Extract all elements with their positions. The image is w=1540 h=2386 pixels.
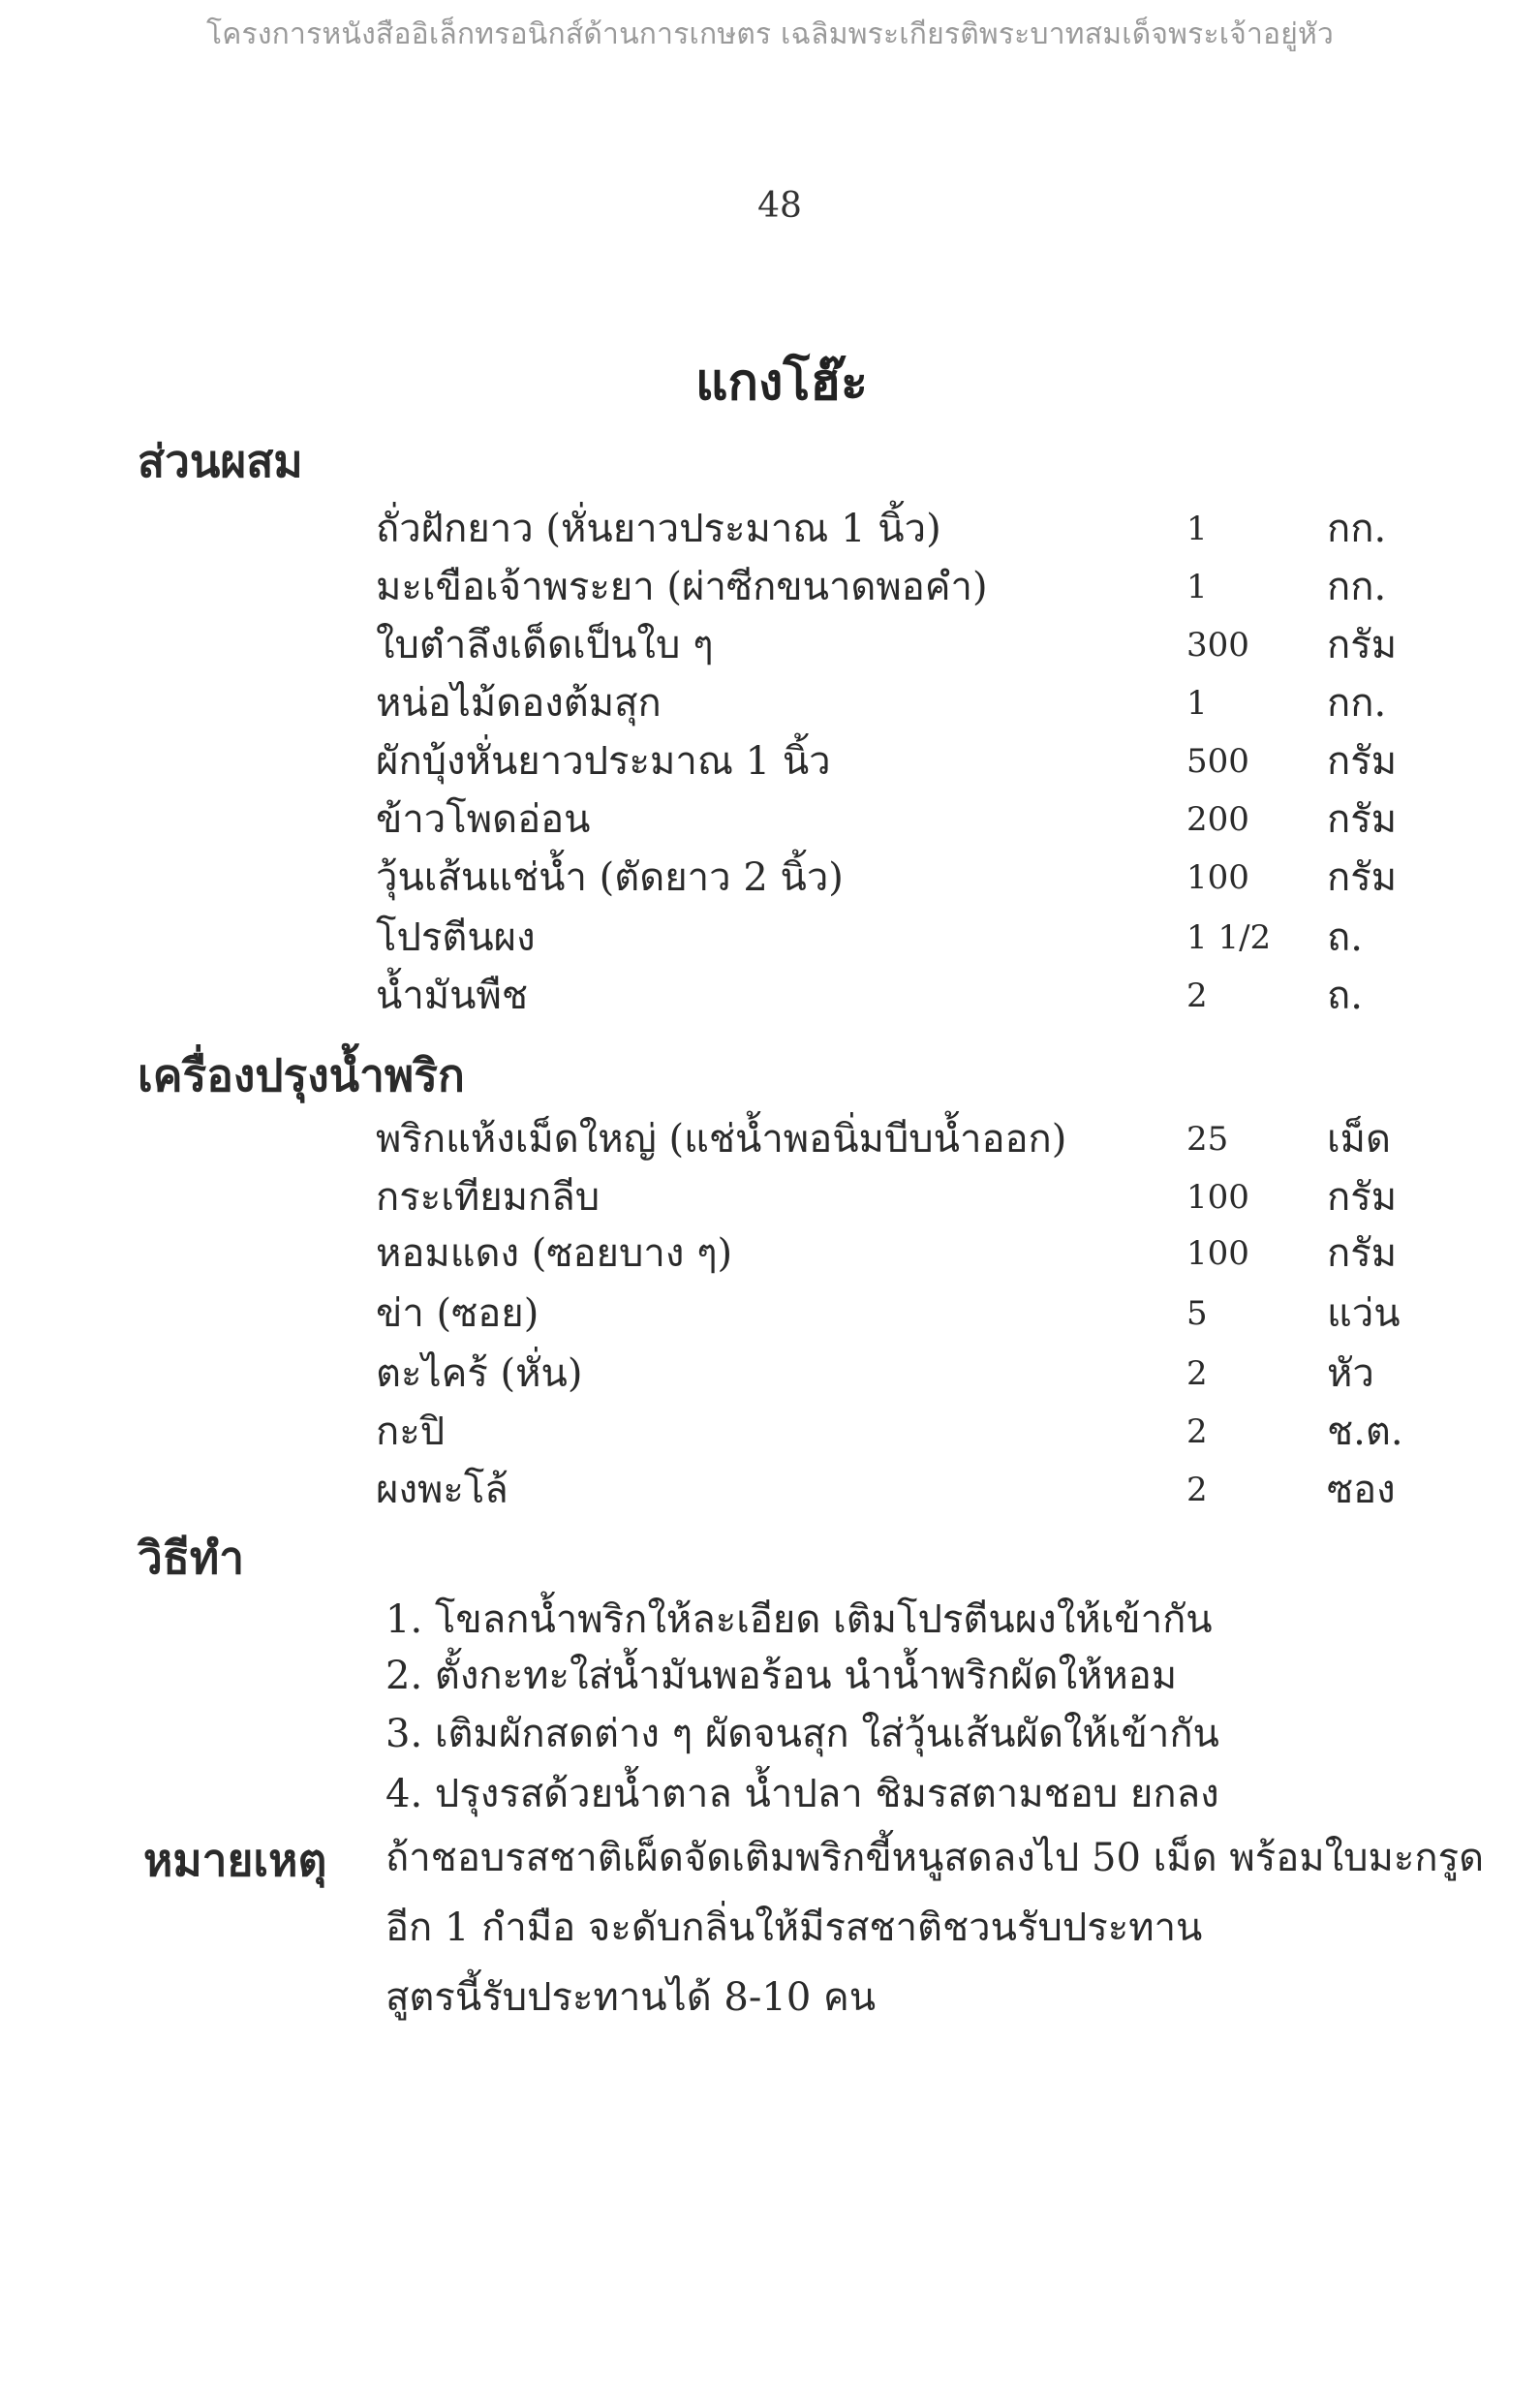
paste-qty: 25 [1186, 1120, 1229, 1159]
ingredient-name: ผักบุ้งหั่นยาวประมาณ 1 นิ้ว [376, 739, 831, 784]
ingredient-row [0, 560, 1540, 614]
ingredient-row [0, 911, 1540, 965]
paste-row [0, 1226, 1540, 1281]
ingredient-row [0, 676, 1540, 730]
ingredient-name: โปรตีนผง [376, 915, 536, 960]
ingredient-row [0, 851, 1540, 905]
ingredient-row [0, 734, 1540, 789]
ingredient-qty: 1 [1186, 568, 1208, 606]
method-step: 3. เติมผักสดต่าง ๆ ผัดจนสุก ใส่วุ้นเส้นผัดให้เข้ากัน [385, 1712, 1219, 1756]
paste-row [0, 1347, 1540, 1401]
paste-unit: ซอง [1327, 1468, 1396, 1512]
header-banner: โครงการหนังสืออิเล็กทรอนิกส์ด้านการเกษตร เฉลิมพระเกียรติพระบาทสมเด็จพระเจ้าอยู่หัว [205, 17, 1335, 51]
ingredient-qty: 2 [1186, 976, 1208, 1015]
ingredient-row [0, 792, 1540, 847]
ingredient-unit: ถ. [1327, 974, 1363, 1018]
ingredient-name: วุ้นเส้นแช่น้ำ (ตัดยาว 2 นิ้ว) [376, 855, 844, 900]
note-heading: หมายเหตุ [143, 1834, 327, 1886]
ingredient-name: ใบตำลึงเด็ดเป็นใบ ๆ [376, 623, 714, 667]
ingredient-name: ถั่วฝักยาว (หั่นยาวประมาณ 1 นิ้ว) [376, 507, 941, 551]
ingredient-qty: 100 [1186, 858, 1249, 897]
method-step: 4. ปรุงรสด้วยน้ำตาล น้ำปลา ชิมรสตามชอบ ยกลง [385, 1772, 1219, 1816]
method-step: 1. โขลกน้ำพริกให้ละเอียด เติมโปรตีนผงให้เข้ากัน [385, 1597, 1213, 1642]
paste-name: ผงพะโล้ [376, 1468, 508, 1512]
ingredient-unit: กรัม [1327, 797, 1398, 842]
paste-qty: 2 [1186, 1354, 1208, 1393]
ingredient-unit: ถ. [1327, 915, 1363, 960]
paste-name: พริกแห้งเม็ดใหญ่ (แช่น้ำพอนิ่มบีบน้ำออก) [376, 1117, 1067, 1162]
method-step: 2. ตั้งกะทะใส่น้ำมันพอร้อน นำน้ำพริกผัดให้หอม [385, 1654, 1178, 1698]
paste-row [0, 1286, 1540, 1341]
recipe-title: แกงโฮ๊ะ [695, 354, 868, 412]
paste-qty: 100 [1186, 1178, 1249, 1217]
ingredient-unit: กก. [1327, 565, 1387, 609]
paste-name: ตะไคร้ (หั่น) [376, 1351, 583, 1396]
paste-unit: กรัม [1327, 1175, 1398, 1220]
paste-row [0, 1405, 1540, 1459]
paste-qty: 2 [1186, 1471, 1208, 1509]
paste-name: กระเทียมกลีบ [376, 1175, 601, 1220]
ingredient-qty: 1 [1186, 684, 1208, 723]
ingredient-row [0, 969, 1540, 1023]
ingredient-name: หน่อไม้ดองต้มสุก [376, 681, 662, 726]
ingredient-qty: 1 1/2 [1186, 918, 1272, 957]
paste-row [0, 1170, 1540, 1224]
ingredient-name: ข้าวโพดอ่อน [376, 797, 591, 842]
paste-unit: แว่น [1327, 1291, 1401, 1336]
paste-qty: 5 [1186, 1294, 1208, 1333]
ingredient-name: น้ำมันพืช [376, 974, 529, 1018]
note-line: ถ้าชอบรสชาติเผ็ดจัดเติมพริกขี้หนูสดลงไป 50 เม็ด พร้อมใบมะกรูด [385, 1836, 1485, 1880]
note-line: สูตรนี้รับประทานได้ 8-10 คน [385, 1975, 877, 2020]
ingredients-heading: ส่วนผสม [138, 435, 303, 487]
note-line: อีก 1 กำมือ จะดับกลิ่นให้มีรสชาติชวนรับประทาน [385, 1906, 1203, 1950]
paste-unit: ช.ต. [1327, 1410, 1403, 1454]
paste-name: ข่า (ซอย) [376, 1291, 539, 1336]
ingredient-qty: 500 [1186, 742, 1249, 781]
paste-name: กะปิ [376, 1410, 446, 1454]
ingredient-unit: กก. [1327, 507, 1387, 551]
ingredient-qty: 1 [1186, 510, 1208, 548]
paste-qty: 2 [1186, 1412, 1208, 1451]
paste-qty: 100 [1186, 1234, 1249, 1273]
paste-unit: เม็ด [1327, 1117, 1392, 1162]
paste-unit: หัว [1327, 1351, 1374, 1396]
ingredient-row [0, 618, 1540, 672]
ingredient-qty: 300 [1186, 626, 1249, 665]
method-heading: วิธีทำ [138, 1532, 245, 1584]
ingredient-qty: 200 [1186, 800, 1249, 839]
ingredient-unit: กรัม [1327, 739, 1398, 784]
paste-row [0, 1463, 1540, 1517]
paste-name: หอมแดง (ซอยบาง ๆ) [376, 1231, 733, 1276]
ingredient-unit: กรัม [1327, 623, 1398, 667]
paste-unit: กรัม [1327, 1231, 1398, 1276]
ingredient-unit: กก. [1327, 681, 1387, 726]
ingredient-row [0, 502, 1540, 556]
ingredient-name: มะเขือเจ้าพระยา (ผ่าซีกขนาดพอคำ) [376, 565, 988, 609]
paste-heading: เครื่องปรุงน้ำพริก [138, 1049, 465, 1101]
ingredient-unit: กรัม [1327, 855, 1398, 900]
paste-row [0, 1112, 1540, 1166]
page-number: 48 [757, 186, 802, 226]
